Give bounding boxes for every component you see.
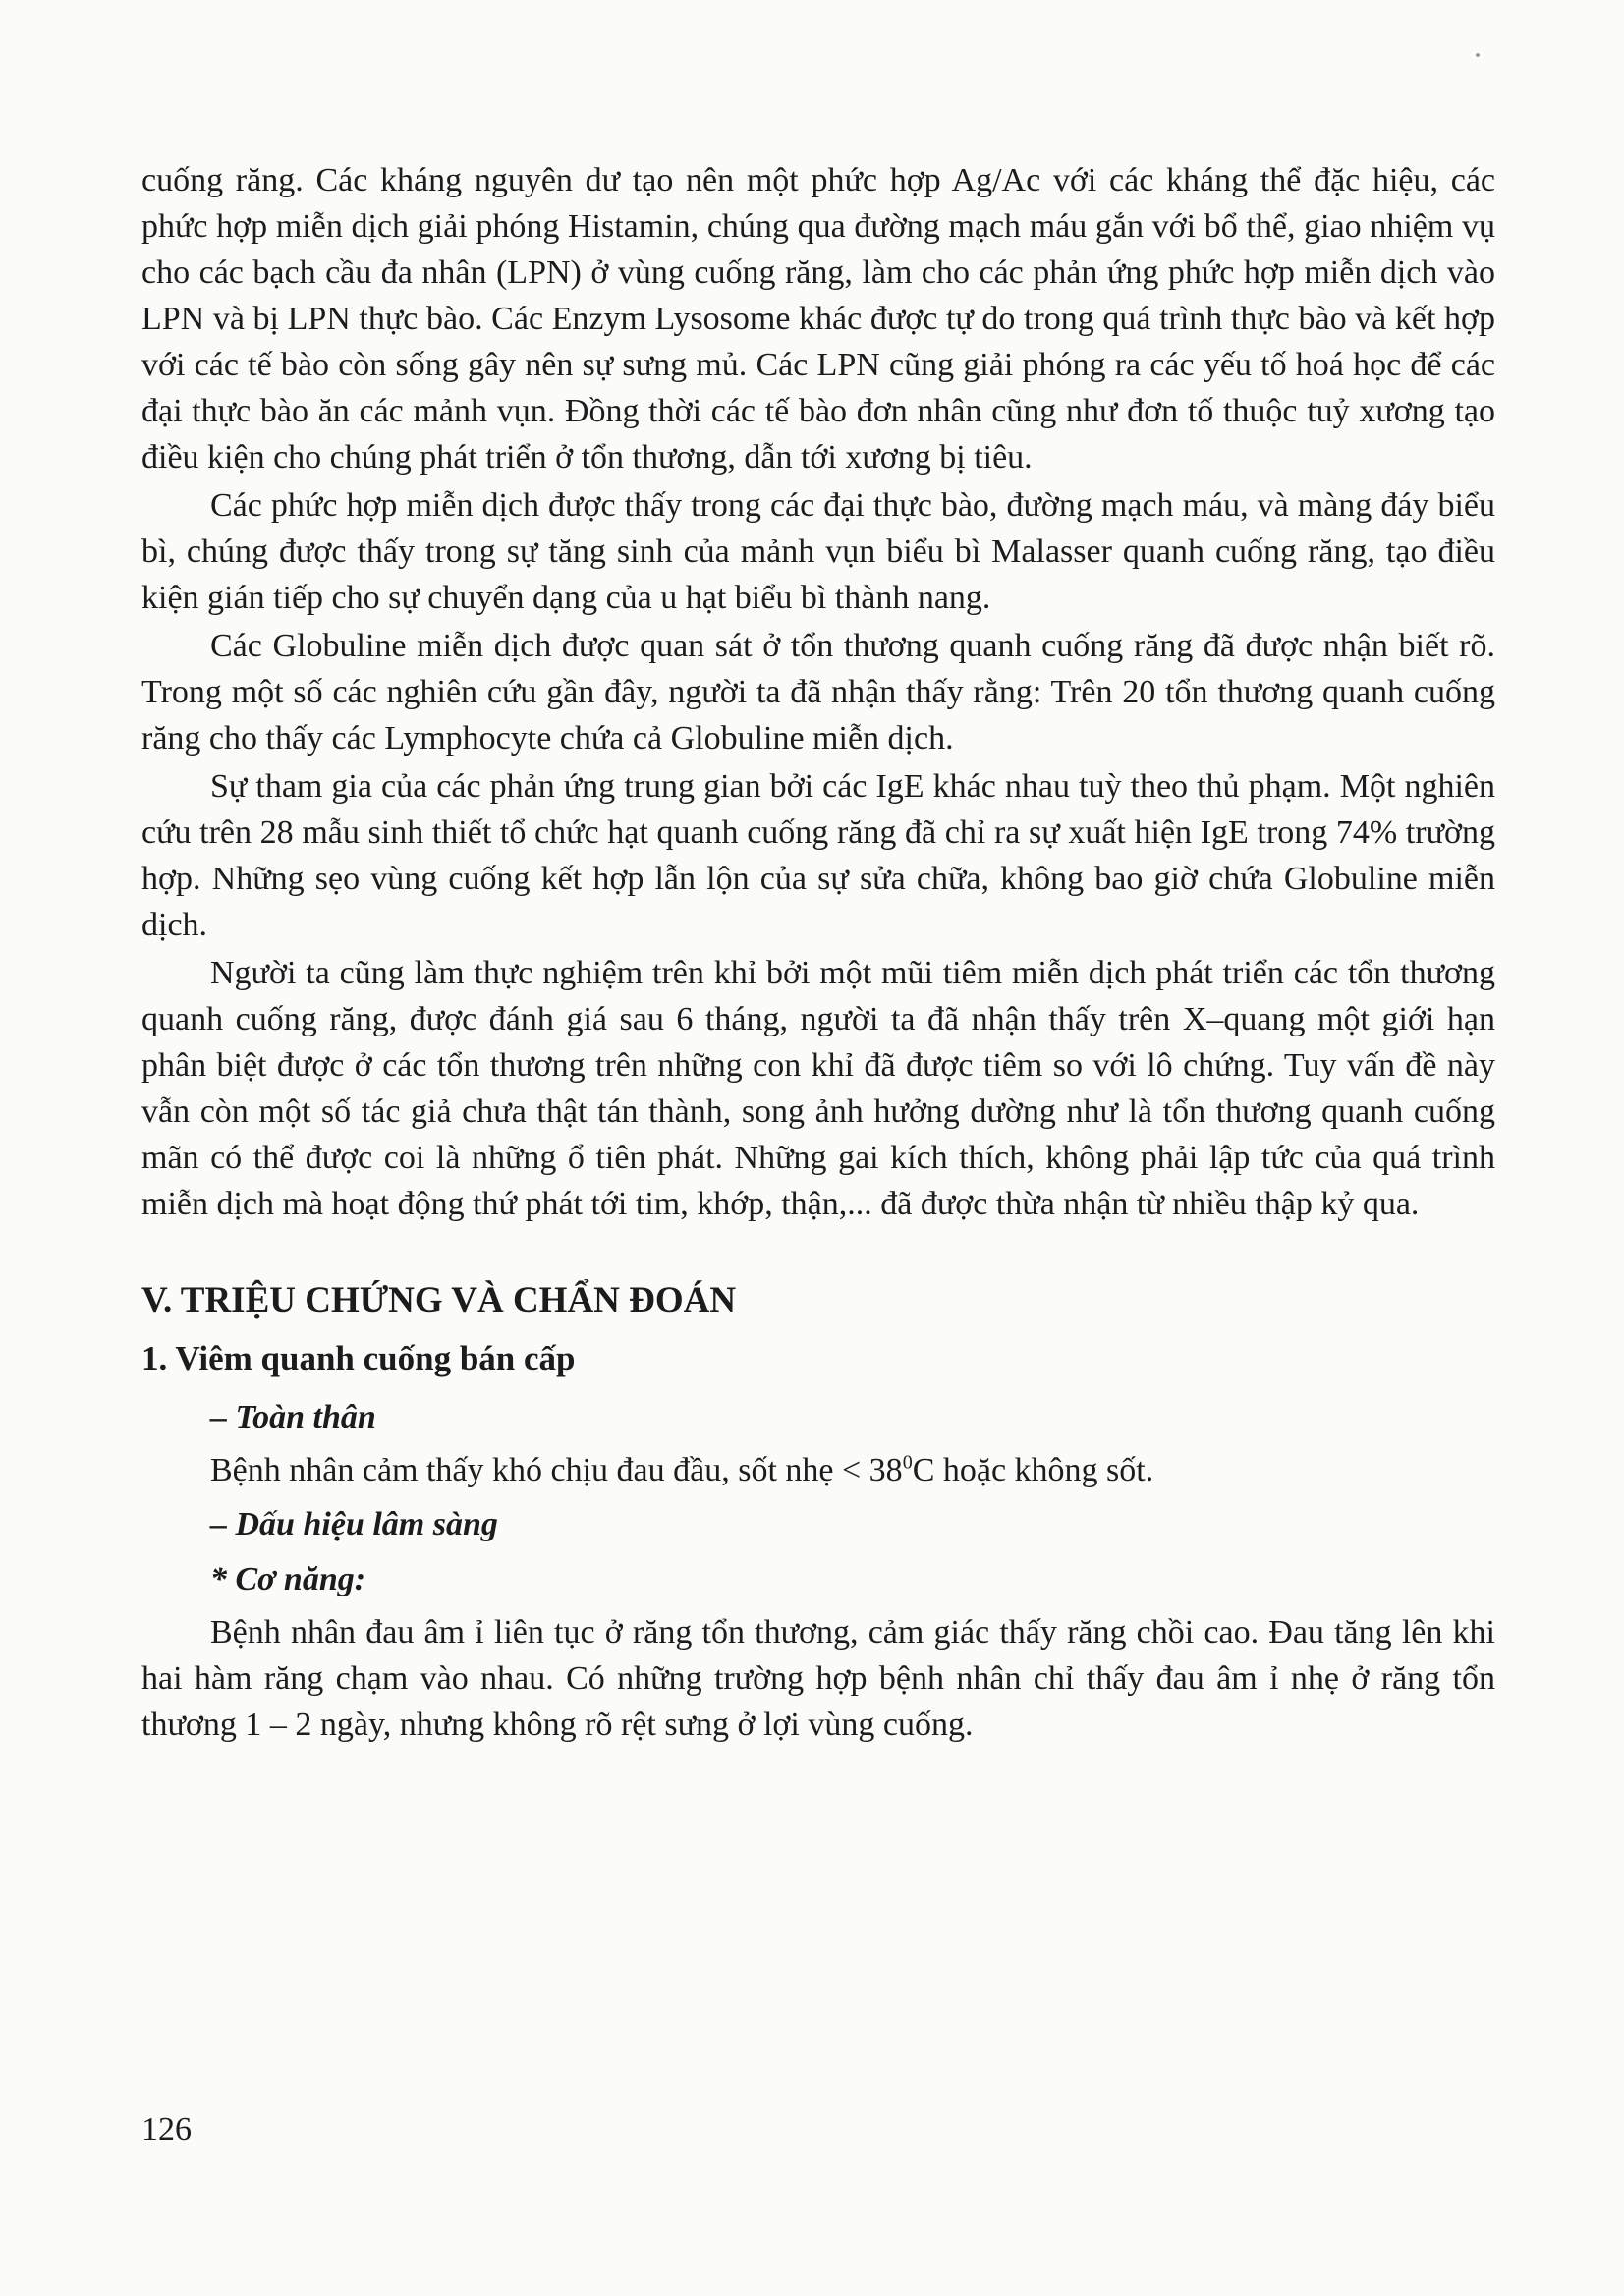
general-text [141, 1447, 1495, 1493]
page-number: 126 [141, 2111, 192, 2148]
general-text-after: C hoặc không sốt. [912, 1452, 1154, 1488]
paragraph-immune-complexes: Các phức hợp miễn dịch được thấy trong các đại thực bào, đường mạch máu, và màng đáy biểu bì, chúng được thấy trong sự tăng sinh của mảnh vụn biểu bì Malasser quanh cuống răng, tạo điều kiện gián tiếp cho sự chuyển dạng của u hạt biểu bì thành nang. [141, 487, 1495, 616]
paragraph-ige: Sự tham gia của các phản ứng trung gian bởi các IgE khác nhau tuỳ theo thủ phạm. Một nghiên cứu trên 28 mẫu sinh thiết tổ chức hạt quanh cuống răng đã chỉ ra sự xuất hiện IgE trong 74% trường hợp. Những sẹo vùng cuống kết hợp lẫn lộn của sự sửa chữa, không bao giờ chứa Globuline miễn dịch. [141, 768, 1495, 943]
function-label: * Cơ năng: [210, 1561, 366, 1597]
degree-superscript: 0 [902, 1451, 913, 1474]
section-heading: V. TRIỆU CHỨNG VÀ CHẨN ĐOÁN [141, 1280, 737, 1320]
general-label: – Toàn thân [210, 1399, 376, 1435]
clinical-label: – Dấu hiệu lâm sàng [210, 1506, 498, 1542]
paragraph-symptoms: Bệnh nhân đau âm ỉ liên tục ở răng tổn thương, cảm giác thấy răng chồi cao. Đau tăng lên khi hai hàm răng chạm vào nhau. Có những trường hợp bệnh nhân chỉ thấy đau âm ỉ nhẹ ở răng tổn thương 1 – 2 ngày, nhưng không rõ rệt sưng ở lợi vùng cuống. [141, 1614, 1495, 1743]
paragraph-continuation: cuống răng. Các kháng nguyên dư tạo nên một phức hợp Ag/Ac với các kháng thể đặc hiệu, các phức hợp miễn dịch giải phóng Histamin, chúng qua đường mạch máu gắn với bổ thể, giao nhiệm vụ cho các bạch cầu đa nhân (LPN) ở vùng cuống răng, làm cho các phản ứng phức hợp miễn dịch vào LPN và bị LPN thực bào. Các Enzym Lysosome khác được tự do trong quá trình thực bào và kết hợp với các tế bào còn sống gây nên sự sưng mủ. Các LPN cũng giải phóng ra các yếu tố hoá học để các đại thực bào ăn các mảnh vụn. Đồng thời các tế bào đơn nhân cũng như đơn tố thuộc tuỷ xương tạo điều kiện cho chúng phát triển ở tổn thương, dẫn tới xương bị tiêu. [141, 162, 1495, 476]
sub-heading: 1. Viêm quanh cuống bán cấp [141, 1339, 576, 1377]
general-text-before: Bệnh nhân cảm thấy khó chịu đau đầu, sốt nhẹ < 38 [210, 1452, 903, 1488]
paragraph-globuline: Các Globuline miễn dịch được quan sát ở tổn thương quanh cuống răng đã được nhận biết rõ. Trong một số các nghiên cứu gần đây, người ta đã nhận thấy rằng: Trên 20 tổn thương quanh cuống răng cho thấy các Lymphocyte chứa cả Globuline miễn dịch. [141, 628, 1495, 756]
corner-mark [1476, 53, 1480, 57]
paragraph-monkey-experiment: Người ta cũng làm thực nghiệm trên khỉ bởi một mũi tiêm miễn dịch phát triển các tổn thương quanh cuống răng, được đánh giá sau 6 tháng, người ta đã nhận thấy trên X–quang một giới hạn phân biệt được ở các tổn thương trên những con khỉ đã được tiêm so với lô chứng. Tuy vấn đề này vẫn còn một số tác giả chưa thật tán thành, song ảnh hưởng dường như là tổn thương quanh cuống mãn có thể được coi là những ổ tiên phát. Những gai kích thích, không phải lập tức của quá trình miễn dịch mà hoạt động thứ phát tới tim, khớp, thận,... đã được thừa nhận từ nhiều thập kỷ qua. [141, 955, 1495, 1222]
page-content [141, 157, 1495, 1750]
